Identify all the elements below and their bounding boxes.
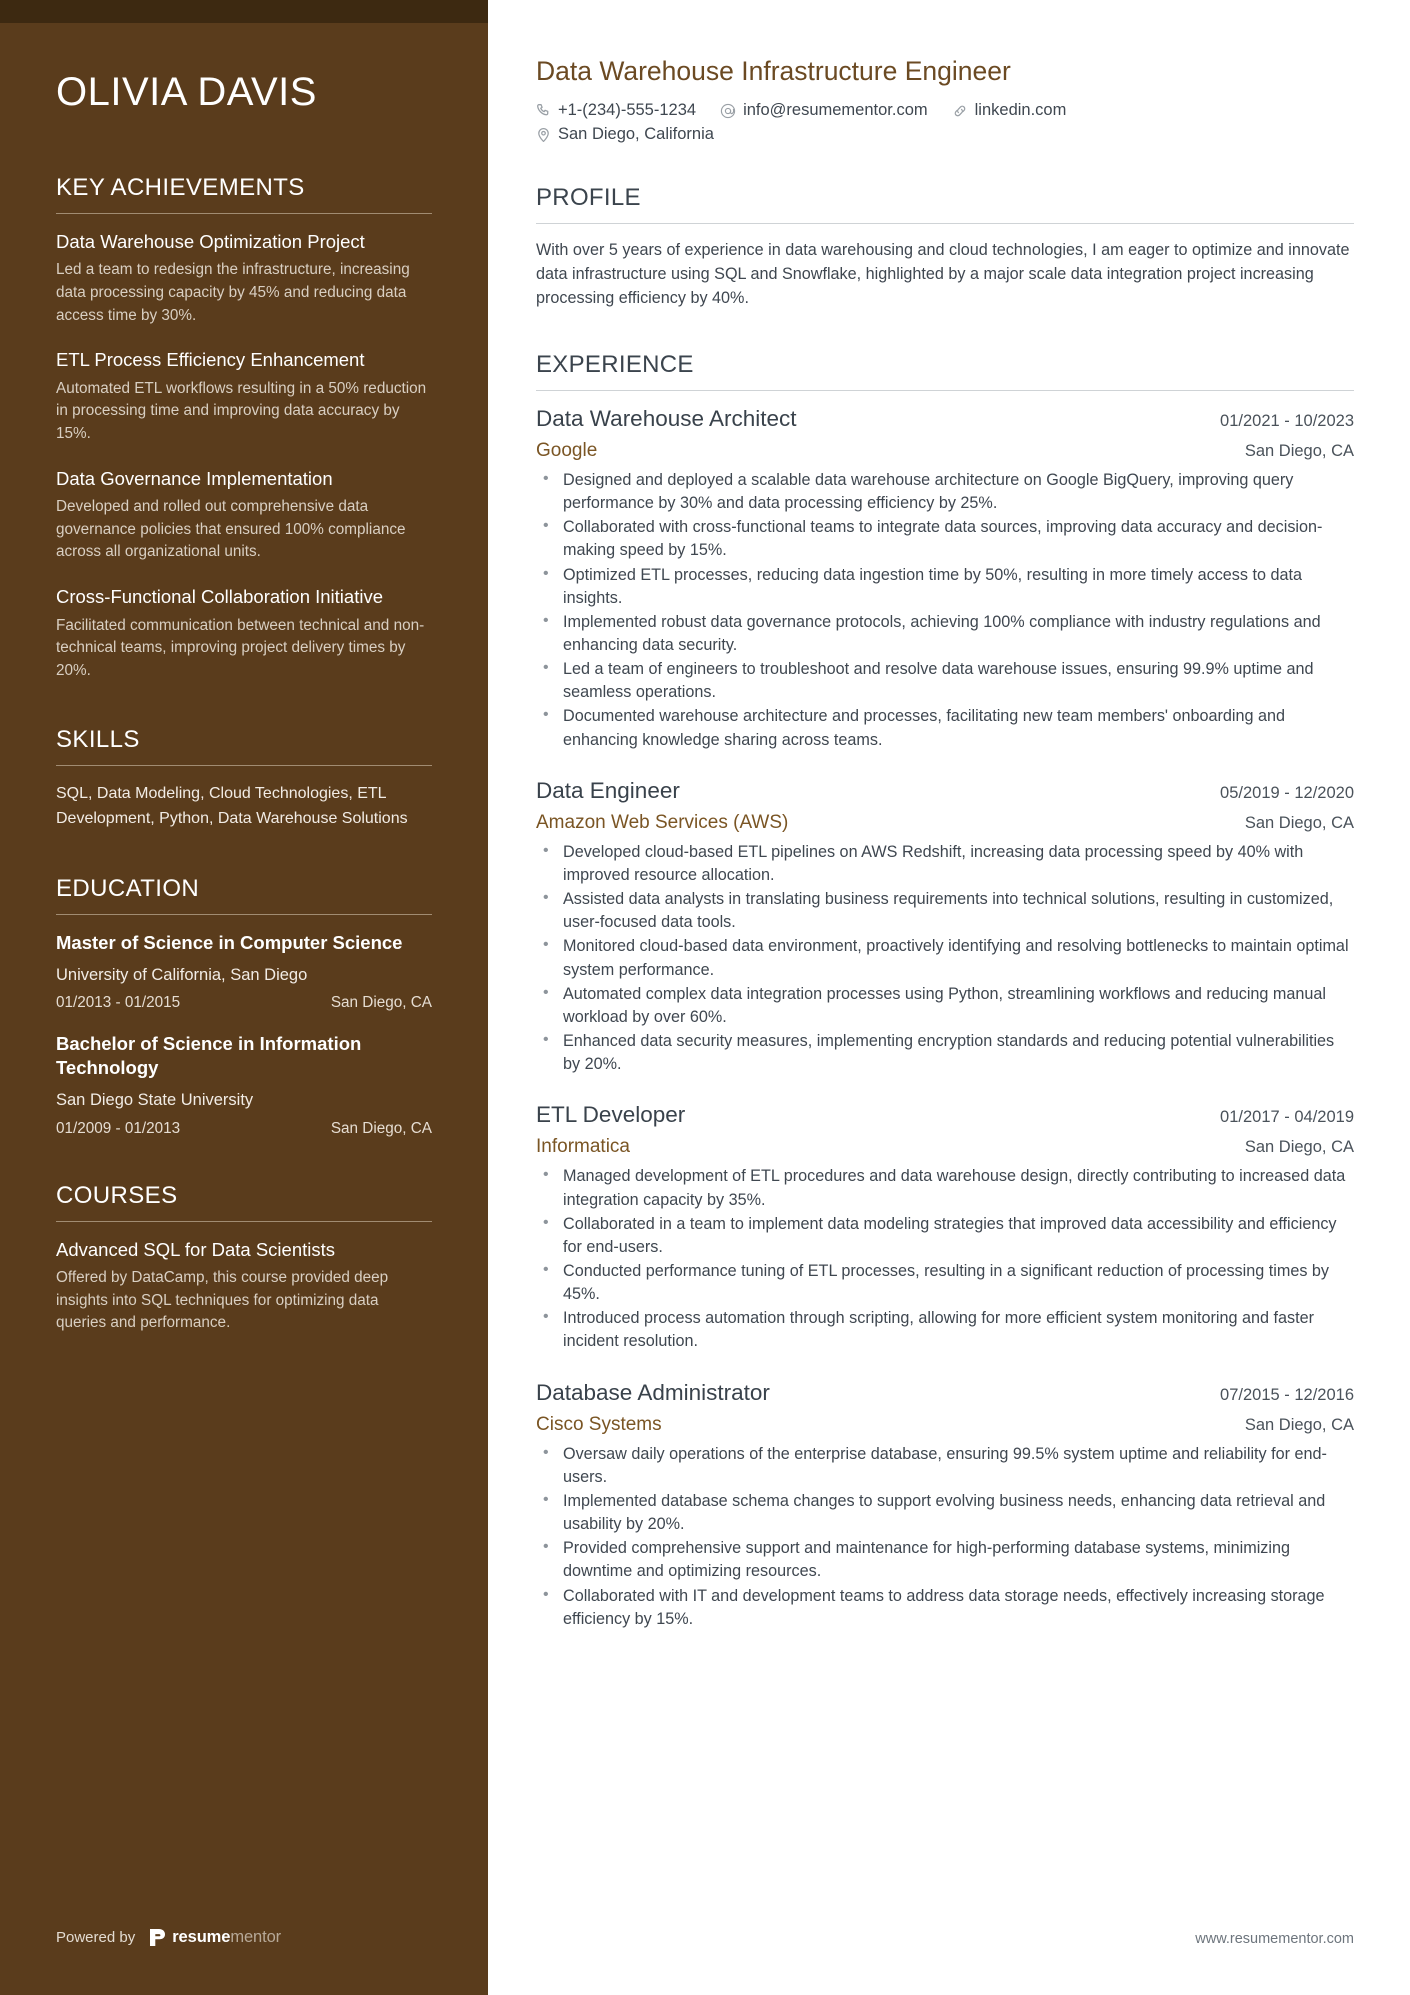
education-item bbox=[56, 931, 432, 1012]
candidate-name: OLIVIA DAVIS bbox=[56, 70, 317, 114]
achievement-item bbox=[56, 585, 432, 682]
contact-phone[interactable] bbox=[536, 101, 696, 120]
bullet-item: • Collaborated in a team to implement data modeling strategies that improved data accessibility and efficiency for end-users. bbox=[536, 1213, 1354, 1259]
experience-title-row bbox=[536, 1380, 1354, 1406]
achievement-title: Data Warehouse Optimization Project bbox=[56, 231, 365, 252]
contact-row-primary bbox=[536, 101, 1354, 120]
section-heading-courses: COURSES bbox=[56, 1181, 178, 1209]
contact-linkedin-text: linkedin.com bbox=[974, 101, 1067, 119]
education-location: San Diego, CA bbox=[330, 1119, 432, 1137]
section-experience bbox=[520, 351, 1354, 1631]
education-meta bbox=[56, 1120, 432, 1138]
experience-title-row bbox=[536, 1102, 1354, 1128]
powered-by-label: Powered by bbox=[56, 1929, 136, 1946]
bullet-item: • Managed development of ETL procedures and data warehouse design, directly contributing to increased data integration capacity by 35%. bbox=[536, 1165, 1354, 1211]
section-heading-profile: PROFILE bbox=[536, 184, 641, 211]
profile-summary: With over 5 years of experience in data warehousing and cloud technologies, I am eager to optimize and innovate data infrastructure using SQL and Snowflake, highlighted by a major scale data integration project increasing processing efficiency by 40%. bbox=[536, 241, 1350, 307]
sidebar bbox=[0, 0, 488, 1995]
experience-company-row bbox=[536, 1414, 1354, 1436]
education-item bbox=[56, 1032, 432, 1137]
bullet-item: • Provided comprehensive support and maintenance for high-performing database systems, minimizing downtime and optimizing resources. bbox=[536, 1537, 1354, 1583]
headline-job-title: Data Warehouse Infrastructure Engineer bbox=[536, 56, 1011, 86]
achievement-description: Led a team to redesign the infrastructure, increasing data processing capacity by 45% and reducing data access time by 30%. bbox=[56, 261, 410, 324]
experience-location: San Diego, CA bbox=[1244, 1415, 1354, 1434]
contact-phone-text: +1-(234)-555-1234 bbox=[558, 101, 697, 119]
sidebar-top-strip bbox=[0, 0, 488, 23]
bullet-item: • Implemented database schema changes to support evolving business needs, enhancing data retrieval and usability by 20%. bbox=[536, 1490, 1354, 1536]
contact-location-text: San Diego, California bbox=[558, 125, 714, 143]
divider bbox=[56, 765, 432, 766]
experience-location: San Diego, CA bbox=[1244, 441, 1354, 460]
education-dates: 01/2009 - 01/2013 bbox=[56, 1119, 181, 1137]
section-education bbox=[56, 875, 432, 1138]
bullet-item: • Enhanced data security measures, implementing encryption standards and reducing potential vulnerabilities by 20%. bbox=[536, 1030, 1354, 1076]
experience-location: San Diego, CA bbox=[1244, 1138, 1354, 1157]
achievement-description: Automated ETL workflows resulting in a 50% reduction in processing time and improving data accuracy by 15%. bbox=[56, 379, 427, 443]
achievement-item bbox=[56, 230, 432, 327]
experience-job-title: Data Engineer bbox=[536, 777, 680, 803]
experience-title-row bbox=[536, 778, 1354, 804]
location-pin-icon bbox=[536, 127, 551, 143]
contact-block bbox=[520, 101, 1354, 144]
experience-bullets bbox=[536, 1443, 1354, 1631]
section-skills bbox=[56, 726, 432, 831]
experience-dates: 05/2019 - 12/2020 bbox=[1220, 783, 1354, 802]
section-heading-achievements: KEY ACHIEVEMENTS bbox=[56, 174, 305, 201]
sidebar-footer bbox=[56, 1928, 281, 1947]
experience-item bbox=[536, 406, 1354, 752]
logo-text-bold: resume bbox=[172, 1928, 231, 1946]
bullet-item: • Documented warehouse architecture and processes, facilitating new team members' onboarding and enhancing knowledge sharing across teams. bbox=[536, 705, 1354, 751]
achievement-item bbox=[56, 348, 432, 445]
experience-item bbox=[536, 1380, 1354, 1631]
education-school: San Diego State University bbox=[56, 1091, 254, 1110]
footer-website-url: www.resumementor.com bbox=[1195, 1931, 1354, 1947]
achievement-title: Cross-Functional Collaboration Initiative bbox=[56, 586, 383, 608]
experience-company: Google bbox=[536, 439, 598, 461]
experience-item bbox=[536, 1102, 1354, 1353]
experience-company-row bbox=[536, 440, 1354, 462]
bullet-item: • Assisted data analysts in translating business requirements into technical solutions, resulting in customized, user-focused data tools. bbox=[536, 888, 1354, 934]
education-dates: 01/2013 - 01/2015 bbox=[56, 994, 181, 1012]
bullet-item: • Automated complex data integration processes using Python, streamlining workflows and reducing manual workload by over 60%. bbox=[536, 983, 1354, 1029]
experience-company-row bbox=[536, 1136, 1354, 1158]
course-item bbox=[56, 1238, 432, 1335]
experience-bullets bbox=[536, 1165, 1354, 1353]
bullet-item: • Oversaw daily operations of the enterprise database, ensuring 99.5% system uptime and reliability for end-users. bbox=[536, 1443, 1354, 1489]
contact-location bbox=[536, 125, 714, 144]
education-location: San Diego, CA bbox=[330, 994, 432, 1012]
achievement-description: Facilitated communication between technical and non-technical teams, improving project delivery times by 20%. bbox=[56, 616, 425, 679]
bullet-item: • Conducted performance tuning of ETL processes, resulting in a significant reduction of processing times by 45%. bbox=[536, 1260, 1354, 1306]
experience-title-row bbox=[536, 406, 1354, 432]
achievement-item bbox=[56, 467, 432, 564]
experience-bullets bbox=[536, 841, 1354, 1077]
experience-company: Amazon Web Services (AWS) bbox=[536, 811, 789, 833]
bullet-item: • Monitored cloud-based data environment, proactively identifying and resolving bottlenecks to maintain optimal system performance. bbox=[536, 935, 1354, 981]
divider bbox=[56, 1221, 432, 1222]
experience-dates: 01/2021 - 10/2023 bbox=[1220, 411, 1354, 430]
resumementor-logo-text bbox=[172, 1928, 281, 1947]
bullet-item: • Implemented robust data governance protocols, achieving 100% compliance with industry regulations and enhancing data security. bbox=[536, 611, 1354, 657]
skills-list: SQL, Data Modeling, Cloud Technologies, ETL Development, Python, Data Warehouse Solutions bbox=[56, 785, 408, 827]
course-title: Advanced SQL for Data Scientists bbox=[56, 1238, 336, 1260]
contact-email-text: info@resumementor.com bbox=[743, 101, 928, 119]
divider bbox=[56, 213, 432, 214]
achievement-description: Developed and rolled out comprehensive data governance policies that ensured 100% compliance across all organizational units. bbox=[56, 498, 406, 561]
experience-job-title: Database Administrator bbox=[536, 1379, 770, 1405]
education-degree: Master of Science in Computer Science bbox=[56, 932, 403, 954]
experience-location: San Diego, CA bbox=[1244, 813, 1354, 832]
contact-linkedin[interactable] bbox=[952, 101, 1067, 120]
contact-row-secondary bbox=[536, 125, 1354, 144]
experience-dates: 07/2015 - 12/2016 bbox=[1220, 1385, 1354, 1404]
section-profile bbox=[520, 184, 1354, 311]
experience-job-title: ETL Developer bbox=[536, 1102, 686, 1128]
bullet-item: • Designed and deployed a scalable data warehouse architecture on Google BigQuery, improving query performance by 30% and data processing efficiency by 25%. bbox=[536, 469, 1354, 515]
email-icon bbox=[720, 103, 736, 119]
experience-company: Informatica bbox=[536, 1136, 630, 1158]
bullet-item: • Optimized ETL processes, reducing data ingestion time by 50%, resulting in more timely access to data insights. bbox=[536, 564, 1354, 610]
achievement-title: Data Governance Implementation bbox=[56, 467, 333, 489]
experience-dates: 01/2017 - 04/2019 bbox=[1220, 1108, 1354, 1127]
resumementor-logo-mark-icon bbox=[149, 1928, 166, 1947]
education-meta bbox=[56, 994, 432, 1012]
main-content bbox=[488, 0, 1410, 1995]
divider bbox=[536, 390, 1354, 391]
phone-icon bbox=[536, 103, 551, 118]
contact-email[interactable] bbox=[720, 101, 928, 120]
logo-text-light: mentor bbox=[230, 1928, 282, 1946]
link-icon bbox=[952, 103, 968, 119]
education-degree: Bachelor of Science in Information Technology bbox=[56, 1033, 362, 1079]
course-description: Offered by DataCamp, this course provided deep insights into SQL techniques for optimizing data queries and performance. bbox=[56, 1269, 389, 1332]
experience-bullets bbox=[536, 469, 1354, 752]
divider bbox=[56, 914, 432, 915]
section-key-achievements bbox=[56, 174, 432, 682]
resumementor-logo bbox=[149, 1928, 281, 1947]
experience-job-title: Data Warehouse Architect bbox=[536, 405, 797, 431]
bullet-item: • Introduced process automation through scripting, allowing for more efficient system monitoring and faster incident resolution. bbox=[536, 1307, 1354, 1353]
experience-company: Cisco Systems bbox=[536, 1413, 662, 1435]
section-courses bbox=[56, 1182, 432, 1335]
divider bbox=[536, 223, 1354, 224]
bullet-item: • Collaborated with IT and development teams to address data storage needs, effectively increasing storage efficiency by 15%. bbox=[536, 1585, 1354, 1631]
section-heading-experience: EXPERIENCE bbox=[536, 350, 694, 378]
bullet-item: • Collaborated with cross-functional teams to integrate data sources, improving data accuracy and decision-making speed by 15%. bbox=[536, 516, 1354, 562]
experience-company-row bbox=[536, 812, 1354, 834]
achievement-title: ETL Process Efficiency Enhancement bbox=[56, 349, 365, 371]
section-heading-skills: SKILLS bbox=[56, 726, 140, 754]
bullet-item: • Developed cloud-based ETL pipelines on AWS Redshift, increasing data processing speed by 40% with improved resource allocation. bbox=[536, 841, 1354, 887]
education-school: University of California, San Diego bbox=[56, 966, 308, 985]
bullet-item: • Led a team of engineers to troubleshoot and resolve data warehouse issues, ensuring 99.9% uptime and seamless operations. bbox=[536, 658, 1354, 704]
section-heading-education: EDUCATION bbox=[56, 875, 200, 903]
experience-item bbox=[536, 778, 1354, 1077]
